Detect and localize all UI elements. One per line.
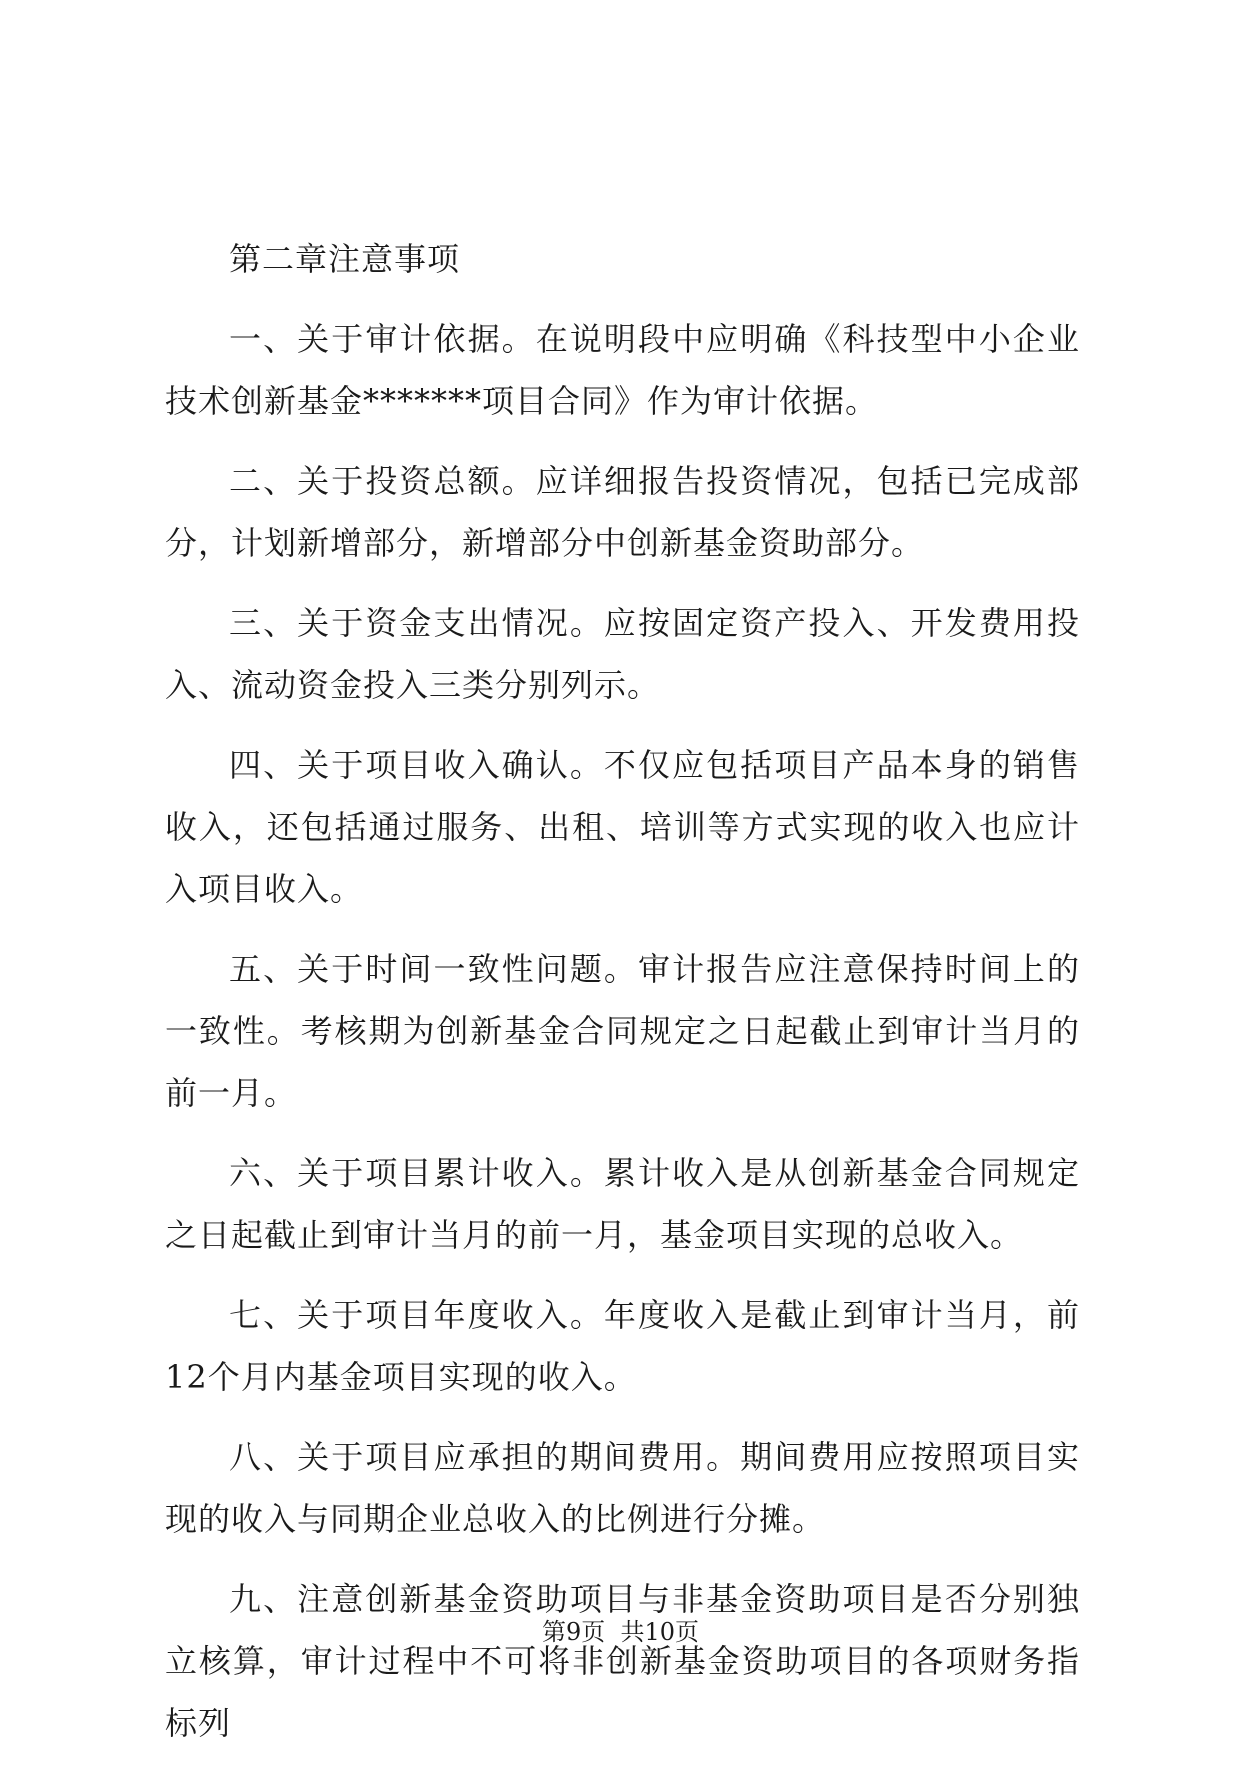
page-footer: [0, 1612, 1241, 1647]
paragraph-9: 九、注意创新基金资助项目与非基金资助项目是否分别独立核算，审计过程中不可将非创新基金资助项目的各项财务指标列: [165, 1580, 1080, 1742]
paragraph-5: 五、关于时间一致性问题。审计报告应注意保持时间上的一致性。考核期为创新基金合同规定之日起截止到审计当月的前一月。: [165, 950, 1080, 1112]
paragraph-8: 八、关于项目应承担的期间费用。期间费用应按照项目实现的收入与同期企业总收入的比例进行分摊。: [165, 1438, 1080, 1538]
paragraph-4: 四、关于项目收入确认。不仅应包括项目产品本身的销售收入，还包括通过服务、出租、培训等方式实现的收入也应计入项目收入。: [165, 746, 1080, 908]
chapter-heading: 第二章注意事项: [229, 240, 461, 278]
paragraph-7: 七、关于项目年度收入。年度收入是截止到审计当月，前12个月内基金项目实现的收入。: [165, 1296, 1080, 1396]
paragraph-3: 三、关于资金支出情况。应按固定资产投入、开发费用投入、流动资金投入三类分别列示。: [165, 604, 1080, 704]
paragraph-2: 二、关于投资总额。应详细报告投资情况，包括已完成部分，计划新增部分，新增部分中创新基金资助部分。: [165, 462, 1080, 562]
paragraph-1: 一、关于审计依据。在说明段中应明确《科技型中小企业技术创新基金*******项目合同》作为审计依据。: [165, 320, 1080, 420]
page-number-label: 第9页 共10页: [541, 1618, 700, 1646]
document-body: [165, 228, 1080, 1772]
paragraph-6: 六、关于项目累计收入。累计收入是从创新基金合同规定之日起截止到审计当月的前一月，基金项目实现的总收入。: [165, 1154, 1080, 1254]
